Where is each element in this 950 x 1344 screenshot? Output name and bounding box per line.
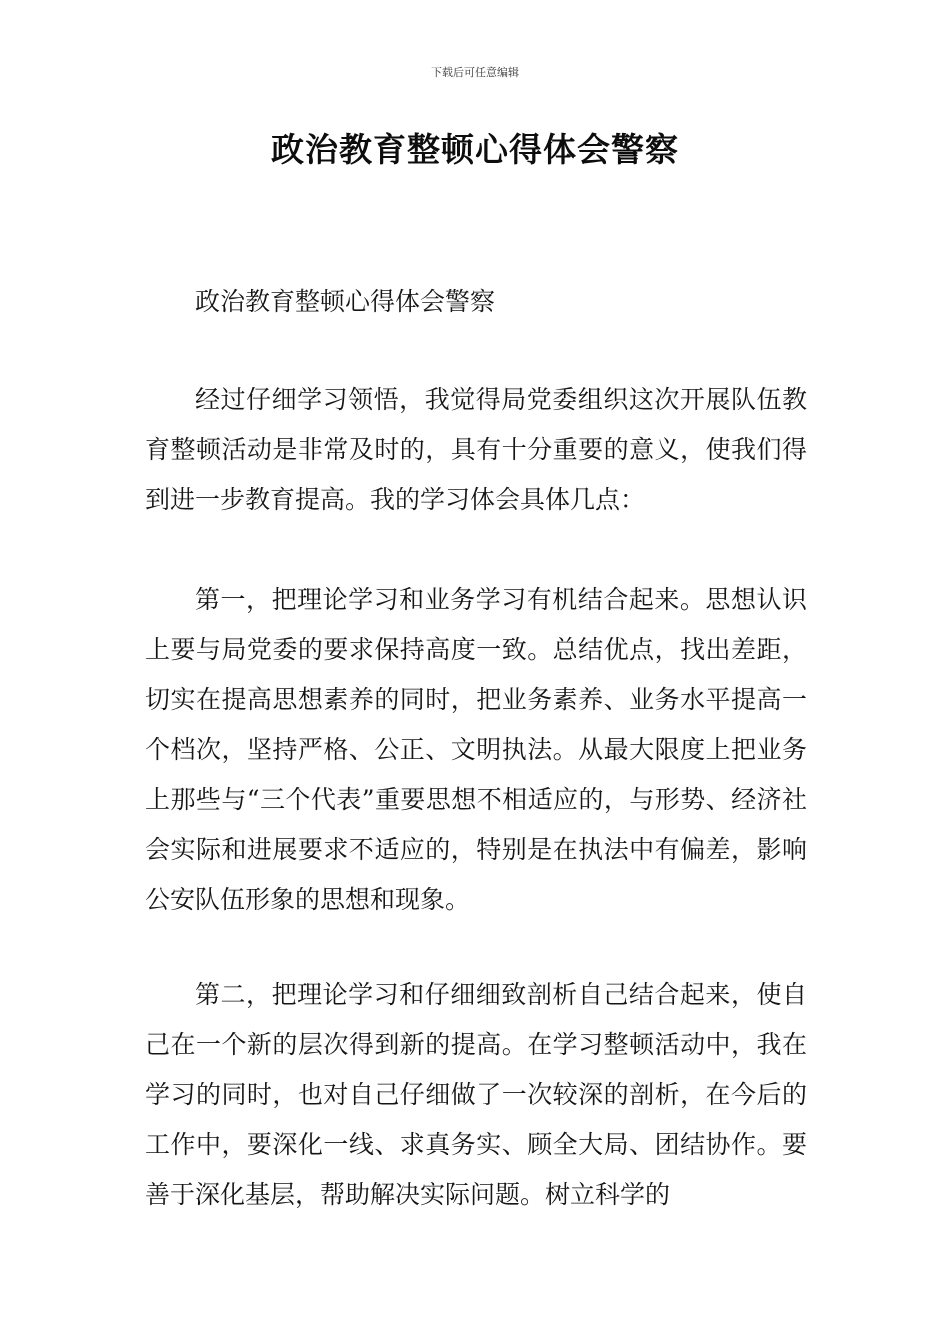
paragraph-first-point: 第一，把理论学习和业务学习有机结合起来。思想认识上要与局党委的要求保持高度一致。总结优点，找出差距，切实在提高思想素养的同时，把业务素养、业务水平提高一个档次，坚持严格、公正、文明执法。从最大限度上把业务上那些与“三个代表”重要思想不相适应的，与形势、经济社会实际和进展要求不适应的，特别是在执法中有偏差，影响公安队伍形象的思想和现象。 [145, 585, 807, 914]
document-title: 政治教育整顿心得体会警察 [271, 130, 679, 169]
paragraph-second-point: 第二，把理论学习和仔细细致剖析自己结合起来，使自己在一个新的层次得到新的提高。在学习整顿活动中，我在学习的同时，也对自己仔细做了一次较深的剖析，在今后的工作中，要深化一线、求真务实、顾全大局、团结协作。要善于深化基层，帮助解决实际问题。树立科学的 [145, 980, 807, 1209]
header-note: 下载后可任意编辑 [431, 66, 519, 79]
document-subtitle: 政治教育整顿心得体会警察 [195, 287, 496, 316]
paragraph-intro: 经过仔细学习领悟，我觉得局党委组织这次开展队伍教育整顿活动是非常及时的，具有十分重要的意义，使我们得到进一步教育提高。我的学习体会具体几点： [145, 385, 807, 514]
